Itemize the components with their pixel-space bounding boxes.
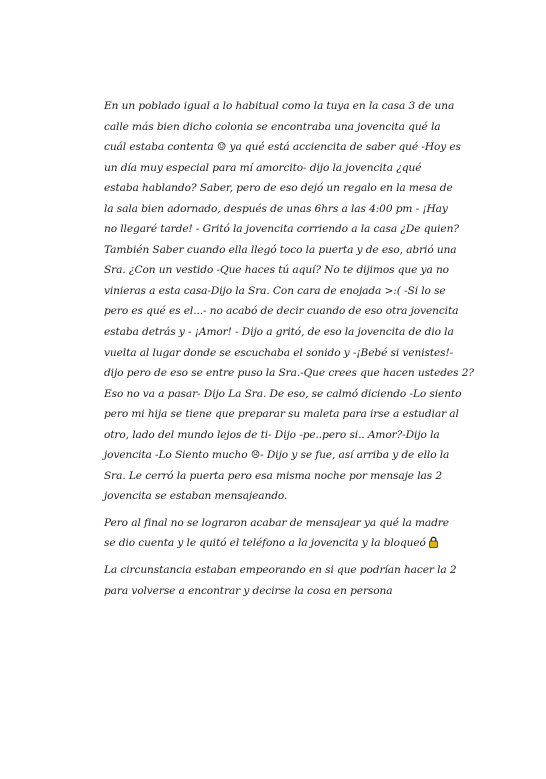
text-line: calle más bien dicho colonia se encontraba una jovencita qué la	[104, 120, 441, 133]
text-line: jovencita se estaban mensajeando.	[104, 490, 288, 503]
text-line: También Saber cuando ella llegó toco la puerta y de eso, abrió una	[104, 243, 457, 256]
text-line: Eso no va a pasar- Dijo La Sra. De eso, se calmó diciendo -Lo siento	[104, 387, 462, 400]
story-text	[104, 96, 486, 601]
text-line: para volverse a encontrar y decirse la cosa en persona	[104, 584, 393, 597]
text-line: estaba detrás y - ¡Amor! - Dijo a gritó, de eso la jovencita de dio la	[104, 326, 454, 339]
text-line: otro, lado del mundo lejos de ti- Dijo -pe..pero si.. Amor?-Dijo la	[104, 428, 440, 441]
text-line: se dio cuenta y le quitó el teléfono a la jovencita y la bloqueó	[104, 537, 426, 550]
text-line: no llegaré tarde! - Gritó la jovencita corriendo a la casa ¿De quien?	[104, 223, 459, 236]
text-line: pero mi hija se tiene que preparar su maleta para irse a estudiar al	[104, 408, 459, 421]
text-line: En un poblado igual a lo habitual como la tuya en la casa 3 de una	[104, 100, 455, 112]
text-line: jovencita -Lo Siento mucho ☹- Dijo y se fue, así arriba y de ello la	[104, 449, 450, 462]
paragraph-1	[104, 96, 486, 507]
text-line: cuál estaba contenta ☺ ya qué está acciencita de saber qué -Hoy es	[104, 141, 461, 154]
text-line: la sala bien adornado, después de unas 6hrs a las 4:00 pm - ¡Hay	[104, 202, 448, 215]
text-line: vinieras a esta casa-Dijo la Sra. Con cara de enojada >:( -Si lo se	[104, 284, 446, 297]
text-line: estaba hablando? Saber, pero de eso dejó un regalo en la mesa de	[104, 182, 453, 195]
text-line: Sra. Le cerró la puerta pero esa misma noche por mensaje las 2	[104, 469, 442, 482]
text-line: dijo pero de eso se entre puso la Sra.-Que crees que hacen ustedes 2?	[104, 367, 474, 380]
text-line: pero es qué es el...- no acabó de decir cuando de eso otra jovencita	[104, 305, 459, 318]
text-line-with-icon	[104, 533, 486, 554]
text-line: Pero al final no se lograron acabar de mensajear ya qué la madre	[104, 516, 449, 529]
paragraph-2	[104, 513, 486, 554]
text-line: vuelta al lugar donde se escuchaba el sonido y -¡Bebé si venistes!-	[104, 346, 454, 359]
text-line: un día muy especial para mí amorcito- dijo la jovencita ¿qué	[104, 161, 422, 174]
lock-icon	[429, 535, 438, 547]
text-line: Sra. ¿Con un vestido -Que haces tú aquí? No te dijimos que ya no	[104, 264, 449, 277]
text-line: La circunstancia estaban empeorando en si que podrían hacer la 2	[104, 564, 457, 577]
paragraph-3	[104, 560, 486, 601]
